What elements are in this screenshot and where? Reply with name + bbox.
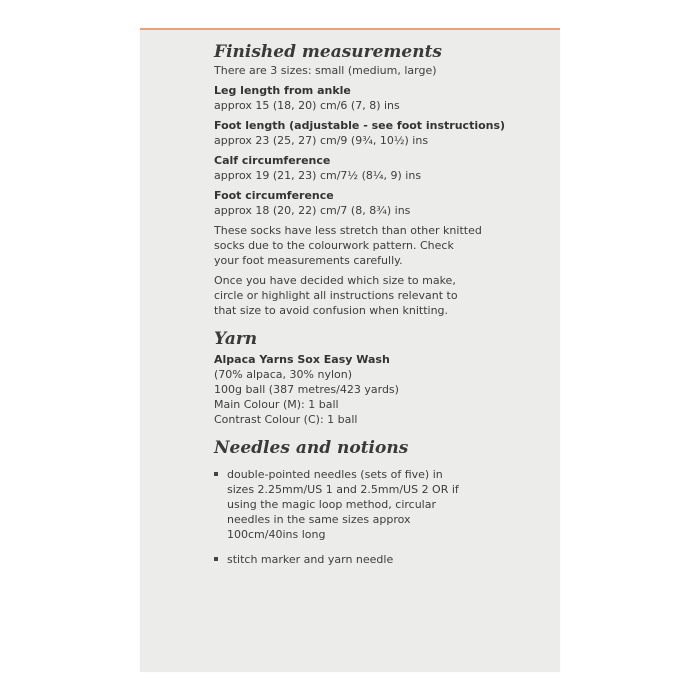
yarn-heading: Yarn bbox=[214, 329, 258, 349]
yarn-name: Alpaca Yarns Sox Easy Wash bbox=[214, 353, 390, 366]
notions-item-line: stitch marker and yarn needle bbox=[227, 553, 394, 566]
list-item bbox=[214, 467, 559, 542]
contrast-colour: Contrast Colour (C): 1 ball bbox=[214, 413, 358, 426]
page-content bbox=[214, 41, 559, 567]
size-note bbox=[214, 273, 559, 318]
section-gap bbox=[214, 318, 559, 328]
needles-item-text bbox=[227, 467, 559, 542]
bullet-icon bbox=[214, 472, 218, 476]
yarn-composition: (70% alpaca, 30% nylon) bbox=[214, 368, 353, 381]
section-gap bbox=[214, 427, 559, 437]
needles-item-line: needles in the same sizes approx bbox=[227, 513, 411, 526]
needles-item-line: 100cm/40ins long bbox=[227, 528, 326, 541]
leg-length-label: Leg length from ankle bbox=[214, 84, 351, 97]
foot-circumference-label: Foot circumference bbox=[214, 189, 334, 202]
bullet-icon bbox=[214, 557, 218, 561]
leg-length-value: approx 15 (18, 20) cm/6 (7, 8) ins bbox=[214, 99, 400, 112]
top-accent-rule bbox=[140, 28, 560, 30]
stretch-note-line: These socks have less stretch than other knitted bbox=[214, 224, 482, 237]
stretch-note-line: socks due to the colourwork pattern. Check bbox=[214, 239, 454, 252]
needles-item-line: sizes 2.25mm/US 1 and 2.5mm/US 2 OR if bbox=[227, 483, 459, 496]
yarn-ball: 100g ball (387 metres/423 yards) bbox=[214, 383, 399, 396]
stretch-note-line: your foot measurements carefully. bbox=[214, 254, 403, 267]
main-colour: Main Colour (M): 1 ball bbox=[214, 398, 339, 411]
list-item bbox=[214, 552, 559, 567]
sizes-text: There are 3 sizes: small (medium, large) bbox=[214, 64, 437, 77]
foot-length-value: approx 23 (25, 27) cm/9 (9¾, 10½) ins bbox=[214, 134, 429, 147]
stretch-note bbox=[214, 223, 559, 268]
notions-item-text bbox=[227, 552, 559, 567]
foot-circumference-value: approx 18 (20, 22) cm/7 (8, 8¾) ins bbox=[214, 204, 411, 217]
size-note-line: circle or highlight all instructions relevant to bbox=[214, 289, 458, 302]
calf-circumference-value: approx 19 (21, 23) cm/7½ (8¼, 9) ins bbox=[214, 169, 422, 182]
size-note-line: that size to avoid confusion when knitting. bbox=[214, 304, 449, 317]
size-note-line: Once you have decided which size to make, bbox=[214, 274, 456, 287]
needles-heading: Needles and notions bbox=[214, 438, 409, 458]
needles-item-line: using the magic loop method, circular bbox=[227, 498, 436, 511]
calf-circumference-label: Calf circumference bbox=[214, 154, 331, 167]
foot-length-label: Foot length (adjustable - see foot instructions) bbox=[214, 119, 506, 132]
needles-item-line: double-pointed needles (sets of five) in bbox=[227, 468, 443, 481]
pattern-page bbox=[140, 28, 560, 672]
finished-measurements-heading: Finished measurements bbox=[214, 42, 443, 62]
